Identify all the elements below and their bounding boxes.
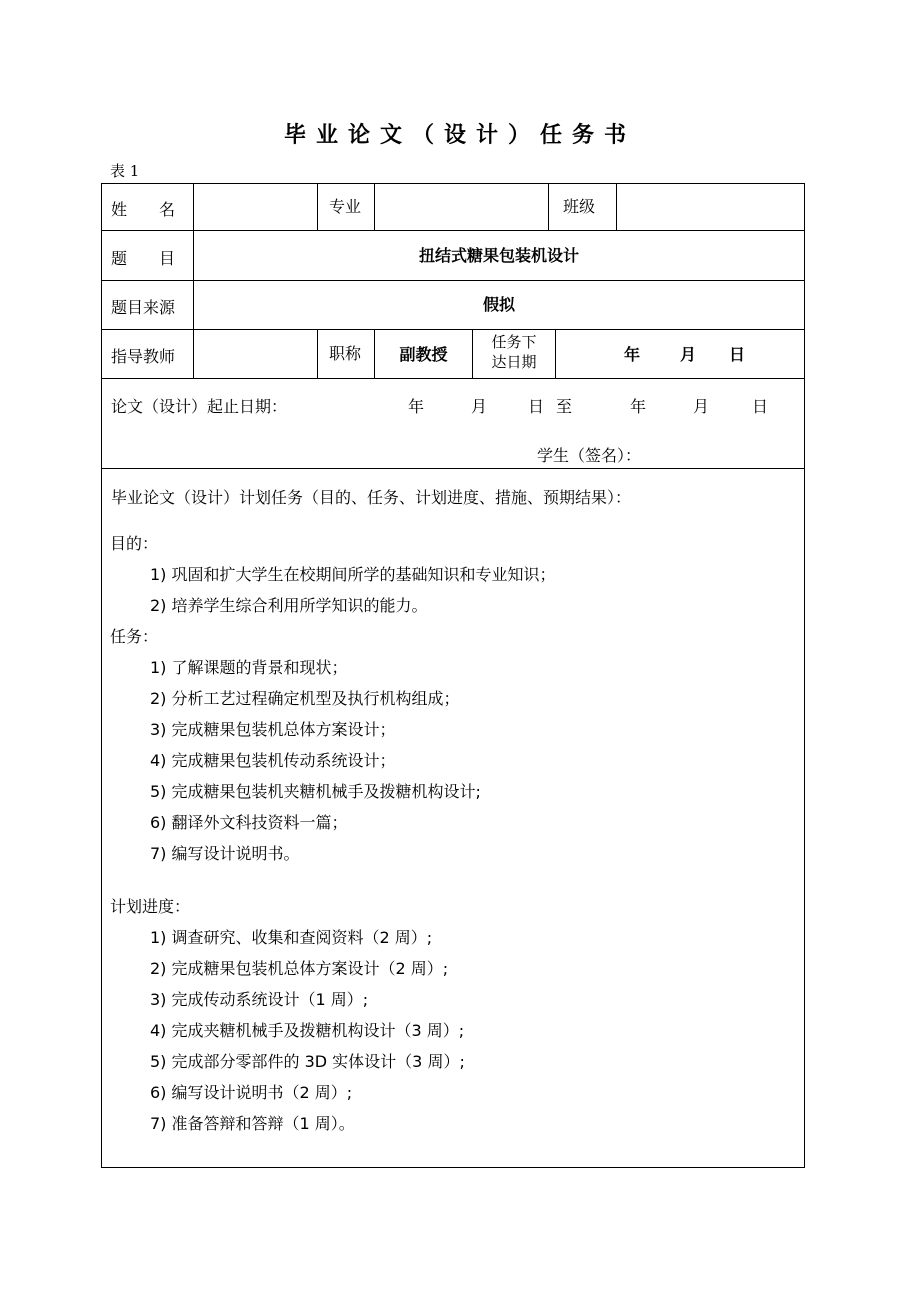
issue-year: 年	[624, 345, 641, 364]
schedule-item: 3) 完成传动系统设计（1 周）;	[150, 990, 369, 1009]
col-divider	[555, 329, 556, 378]
issue-date-label	[473, 332, 555, 372]
schedule-item: 4) 完成夹糖机械手及拨糖机构设计（3 周）;	[150, 1021, 465, 1040]
task-item: 1) 了解课题的背景和现状；	[150, 658, 348, 677]
topic-label: 题 目	[111, 249, 176, 268]
task-heading: 任务：	[110, 627, 159, 646]
period-label: 论文（设计）起止日期：	[111, 397, 288, 416]
schedule-item: 7) 准备答辩和答辩（1 周）。	[150, 1114, 355, 1133]
row-divider	[102, 468, 804, 469]
col-divider	[317, 329, 318, 378]
student-signature-label: 学生（签名）：	[537, 446, 642, 465]
task-item: 2) 分析工艺过程确定机型及执行机构组成；	[150, 689, 460, 708]
task-table	[101, 183, 805, 1168]
spacer	[110, 869, 556, 891]
job-title-value: 副教授	[399, 345, 448, 364]
row-divider	[102, 230, 804, 231]
schedule-item: 2) 完成糖果包装机总体方案设计（2 周）;	[150, 959, 449, 978]
name-label: 姓 名	[111, 200, 176, 219]
period-end-month: 月	[693, 397, 710, 416]
topic-value: 扭结式糖果包装机设计	[418, 246, 579, 265]
row-divider	[102, 329, 804, 330]
table-number: 表 1	[110, 162, 140, 180]
period-end-day: 日	[752, 397, 769, 416]
plan-heading: 毕业论文（设计）计划任务（目的、任务、计划进度、措施、预期结果）：	[111, 488, 632, 507]
col-divider	[548, 184, 549, 230]
schedule-heading: 计划进度：	[110, 897, 191, 916]
schedule-item: 6) 编写设计说明书（2 周）;	[150, 1083, 353, 1102]
col-divider	[317, 184, 318, 230]
schedule-item: 5) 完成部分零部件的 3D 实体设计（3 周）;	[150, 1052, 465, 1071]
task-item: 6) 翻译外文科技资料一篇；	[150, 813, 348, 832]
period-to: 至	[556, 397, 573, 416]
period-start-day: 日	[528, 397, 545, 416]
row-divider	[102, 378, 804, 379]
document-title: 毕业论文（设计）任务书	[283, 123, 636, 148]
task-item: 7) 编写设计说明书。	[150, 844, 300, 863]
job-title-label: 职称	[329, 344, 362, 363]
row-divider	[102, 280, 804, 281]
task-item: 4) 完成糖果包装机传动系统设计；	[150, 751, 396, 770]
source-value: 假拟	[482, 295, 515, 314]
plan-body	[110, 528, 556, 1139]
col-divider	[374, 184, 375, 230]
issue-month: 月	[680, 345, 697, 364]
col-divider	[616, 184, 617, 230]
period-start-month: 月	[471, 397, 488, 416]
col-divider	[193, 184, 194, 230]
period-start-year: 年	[408, 397, 425, 416]
issue-date-label-line2: 达日期	[491, 353, 537, 371]
class-label: 班级	[563, 197, 596, 216]
major-label: 专业	[329, 197, 362, 216]
source-label: 题目来源	[111, 298, 176, 317]
task-item: 5) 完成糖果包装机夹糖机械手及拨糖机构设计;	[150, 782, 481, 801]
issue-date-label-line1: 任务下	[491, 333, 537, 351]
period-end-year: 年	[630, 397, 647, 416]
issue-day: 日	[729, 345, 746, 364]
task-item: 3) 完成糖果包装机总体方案设计；	[150, 720, 396, 739]
goal-item: 2) 培养学生综合利用所学知识的能力。	[150, 596, 428, 615]
col-divider	[193, 329, 194, 378]
advisor-label: 指导教师	[111, 347, 176, 366]
goal-heading: 目的：	[110, 534, 159, 553]
goal-item: 1) 巩固和扩大学生在校期间所学的基础知识和专业知识；	[150, 565, 556, 584]
schedule-item: 1) 调查研究、收集和查阅资料（2 周）;	[150, 928, 433, 947]
